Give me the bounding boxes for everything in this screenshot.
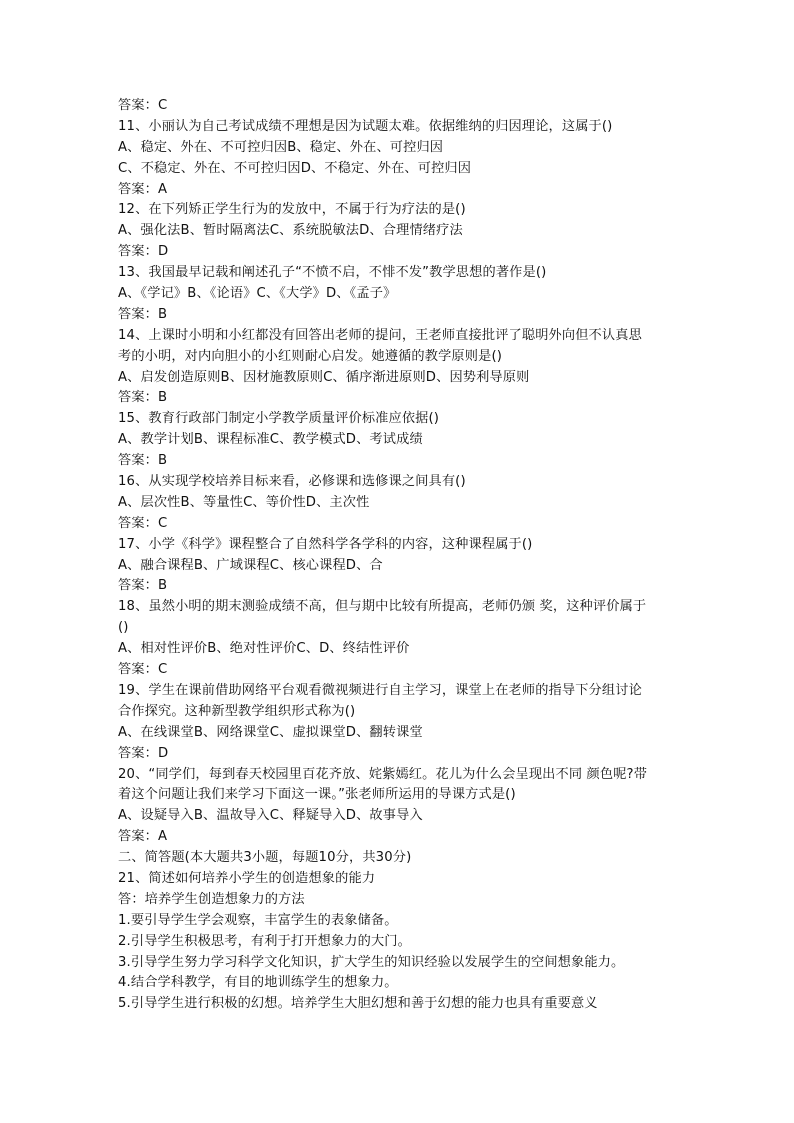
section-heading: 二、简答题(本大题共3小题，每题10分，共30分)	[118, 850, 412, 866]
question-16-options: A、层次性B、等量性C、等价性D、主次性	[118, 494, 370, 510]
answer-line: 答案：A	[118, 181, 168, 197]
answer-point: 2.引导学生积极思考，有利于打开想象力的大门。	[118, 933, 411, 949]
question-16: 16、从实现学校培养目标来看，必修课和选修课之间具有()	[118, 474, 466, 490]
question-20: 着这个问题让我们来学习下面这一课。”张老师所运用的导课方式是()	[118, 787, 516, 803]
question-11-options: C、不稳定、外在、不可控归因D、不稳定、外在、可控归因	[118, 160, 472, 176]
question-13-options: A、《学记》B、《论语》C、《大学》D、《孟子》	[118, 286, 397, 302]
document-page	[118, 96, 688, 1015]
answer-point: 1.要引导学生学会观察，丰富学生的表象储备。	[118, 912, 398, 928]
question-18: 18、虽然小明的期末测验成绩不高，但与期中比较有所提高，老师仍颁 奖，这种评价属于	[118, 599, 647, 615]
question-13: 13、我国最早记载和阐述孔子“不愤不启，不悱不发”教学思想的著作是()	[118, 265, 547, 281]
question-19: 19、学生在课前借助网络平台观看微视频进行自主学习，课堂上在老师的指导下分组讨论	[118, 682, 642, 698]
question-11: 11、小丽认为自己考试成绩不理想是因为试题太难。依据维纳的归因理论，这属于()	[118, 118, 613, 134]
question-11-options: A、稳定、外在、不可控归因B、稳定、外在、可控归因	[118, 139, 444, 155]
answer-point: 3.引导学生努力学习科学文化知识，扩大学生的知识经验以发展学生的空间想象能力。	[118, 954, 625, 970]
answer-line: 答案：C	[118, 515, 168, 531]
answer-point: 5.引导学生进行积极的幻想。培养学生大胆幻想和善于幻想的能力也具有重要意义	[118, 996, 598, 1012]
question-17-options: A、融合课程B、广域课程C、核心课程D、合	[118, 557, 383, 573]
question-21: 21、简述如何培养小学生的创造想象的能力	[118, 870, 376, 886]
question-18: ()	[118, 620, 129, 636]
question-14-options: A、启发创造原则B、因材施教原则C、循序渐进原则D、因势利导原则	[118, 369, 530, 385]
question-15: 15、教育行政部门制定小学教学质量评价标准应依据()	[118, 411, 440, 427]
answer-line: 答案：B	[118, 306, 168, 322]
answer-point: 4.结合学科教学，有目的地训练学生的想象力。	[118, 975, 398, 991]
answer-text: 答：培养学生创造想象力的方法	[118, 891, 305, 907]
question-17: 17、小学《科学》课程整合了自然科学各学科的内容，这种课程属于()	[118, 536, 533, 552]
question-18-options: A、相对性评价B、绝对性评价C、D、终结性评价	[118, 641, 410, 657]
question-12: 12、在下列矫正学生行为的发放中，不属于行为疗法的是()	[118, 202, 466, 218]
question-14: 14、上课时小明和小红都没有回答出老师的提问，王老师直接批评了聪明外向但不认真思	[118, 327, 642, 343]
answer-line: 答案：C	[118, 98, 168, 113]
answer-line: 答案：B	[118, 453, 168, 469]
answer-line: 答案：D	[118, 244, 169, 260]
question-19-options: A、在线课堂B、网络课堂C、虚拟课堂D、翻转课堂	[118, 724, 423, 740]
question-15-options: A、教学计划B、课程标准C、教学模式D、考试成绩	[118, 432, 423, 448]
answer-line: 答案：B	[118, 578, 168, 594]
question-20-options: A、设疑导入B、温故导入C、释疑导入D、故事导入	[118, 808, 423, 824]
answer-line: 答案：A	[118, 829, 168, 845]
answer-line: 答案：D	[118, 745, 169, 761]
answer-line: 答案：B	[118, 390, 168, 406]
question-20: 20、“同学们，每到春天校园里百花齐放、姹紫嫣红。花儿为什么会呈现出不同 颜色呢?带	[118, 766, 648, 782]
question-19: 合作探究。这种新型教学组织形式称为()	[118, 703, 356, 719]
question-14: 考的小明，对内向胆小的小红则耐心启发。她遵循的教学原则是()	[118, 348, 503, 364]
question-12-options: A、强化法B、暂时隔离法C、系统脱敏法D、合理情绪疗法	[118, 223, 463, 239]
answer-line: 答案：C	[118, 662, 168, 678]
